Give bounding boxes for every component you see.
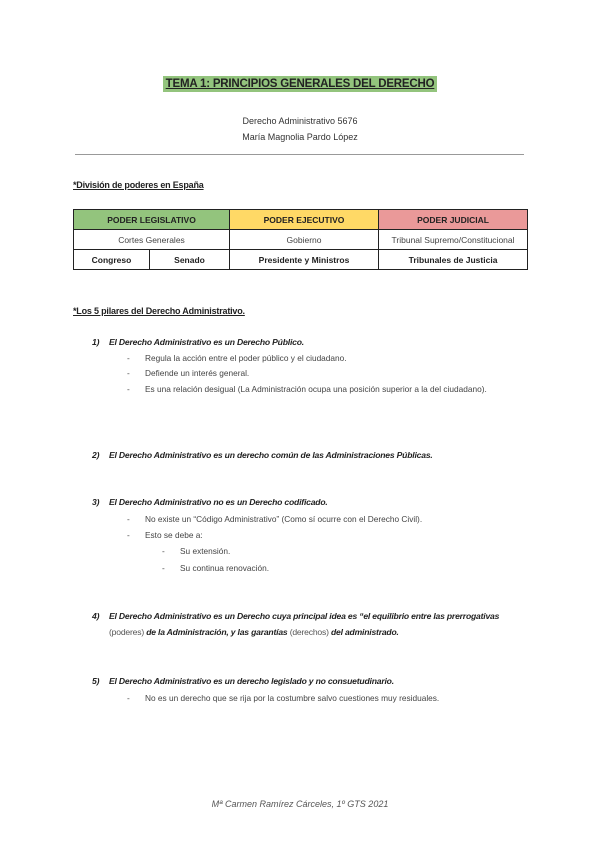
list-item (127, 382, 495, 397)
table-row (74, 250, 528, 270)
title-wrap (0, 74, 600, 92)
pillar-number: 5) (92, 676, 100, 686)
pillar-number: 2) (92, 450, 100, 460)
bullet-text: Regula la acción entre el poder público y el ciudadano. (145, 353, 347, 363)
cell-senado: Senado (150, 250, 230, 270)
header-judicial: PODER JUDICIAL (379, 210, 528, 230)
list-item (127, 528, 495, 543)
pillar-aside: (derechos) (289, 627, 329, 637)
pillar-text: El Derecho Administrativo es un derecho común de las Administraciones Públicas. (109, 450, 433, 460)
bullet-text: Su extensión. (180, 546, 231, 556)
section-heading-pillars: *Los 5 pilares del Derecho Administrativo. (73, 306, 245, 316)
cell-tribunales: Tribunales de Justicia (379, 250, 528, 270)
list-item (127, 691, 495, 706)
bullet-text: Su continua renovación. (180, 563, 270, 573)
table-row (74, 230, 528, 250)
pillar-text: El Derecho Administrativo no es un Derecho codificado. (109, 497, 328, 507)
cell-tribunal: Tribunal Supremo/Constitucional (379, 230, 528, 250)
bullet-text: Defiende un interés general. (145, 368, 250, 378)
cell-cortes: Cortes Generales (74, 230, 230, 250)
pillar-5 (92, 676, 542, 686)
dash-marker: - (162, 563, 165, 573)
pillar-4 (92, 611, 542, 621)
pillar-4-continuation (109, 627, 559, 637)
pillar-text: El Derecho Administrativo es un Derecho Público. (109, 337, 304, 347)
pillar-text: de la Administración, y las garantías (146, 627, 288, 637)
header-legislativo: PODER LEGISLATIVO (74, 210, 230, 230)
pillar-number: 4) (92, 611, 100, 621)
course-line: Derecho Administrativo 5676 (242, 116, 358, 126)
pillar-number: 3) (92, 497, 100, 507)
list-item (162, 544, 480, 559)
dash-marker: - (127, 353, 130, 363)
bullet-text: Esto se debe a: (145, 530, 203, 540)
pillar-3 (92, 497, 542, 507)
bullet-text: No es un derecho que se rija por la costumbre salvo cuestiones muy residuales. (145, 693, 440, 703)
dash-marker: - (127, 693, 130, 703)
author-line: María Magnolia Pardo López (242, 132, 358, 142)
pillar-text: del administrado. (330, 627, 399, 637)
pillar-1 (92, 337, 542, 347)
bullet-text: Es una relación desigual (La Administración ocupa una posición superior a la del ciudadano). (145, 384, 487, 394)
dash-marker: - (127, 384, 130, 394)
pillar-aside: (poderes) (109, 627, 144, 637)
dash-marker: - (127, 514, 130, 524)
dash-marker: - (162, 546, 165, 556)
page-title: TEMA 1: PRINCIPIOS GENERALES DEL DERECHO (163, 76, 438, 92)
pillar-text: El Derecho Administrativo es un Derecho cuya principal idea es “el equilibrio entre las prerrogativas (109, 611, 500, 621)
cell-gobierno: Gobierno (230, 230, 379, 250)
table-row (74, 210, 528, 230)
pillar-2 (92, 450, 542, 460)
bullet-text: No existe un “Código Administrativo” (Como sí ocurre con el Derecho Civil). (145, 514, 423, 524)
powers-table (73, 209, 528, 270)
cell-presidente: Presidente y Ministros (230, 250, 379, 270)
page-footer: Mª Carmen Ramírez Cárceles, 1º GTS 2021 (211, 799, 389, 809)
section-heading-powers: *División de poderes en España (73, 180, 204, 190)
pillar-number: 1) (92, 337, 100, 347)
list-item (162, 561, 480, 576)
header-ejecutivo: PODER EJECUTIVO (230, 210, 379, 230)
dash-marker: - (127, 530, 130, 540)
list-item (127, 366, 495, 381)
divider-line (75, 154, 524, 155)
list-item (127, 351, 495, 366)
dash-marker: - (127, 368, 130, 378)
cell-congreso: Congreso (74, 250, 150, 270)
pillar-text: El Derecho Administrativo es un derecho legislado y no consuetudinario. (109, 676, 394, 686)
list-item (127, 512, 495, 527)
